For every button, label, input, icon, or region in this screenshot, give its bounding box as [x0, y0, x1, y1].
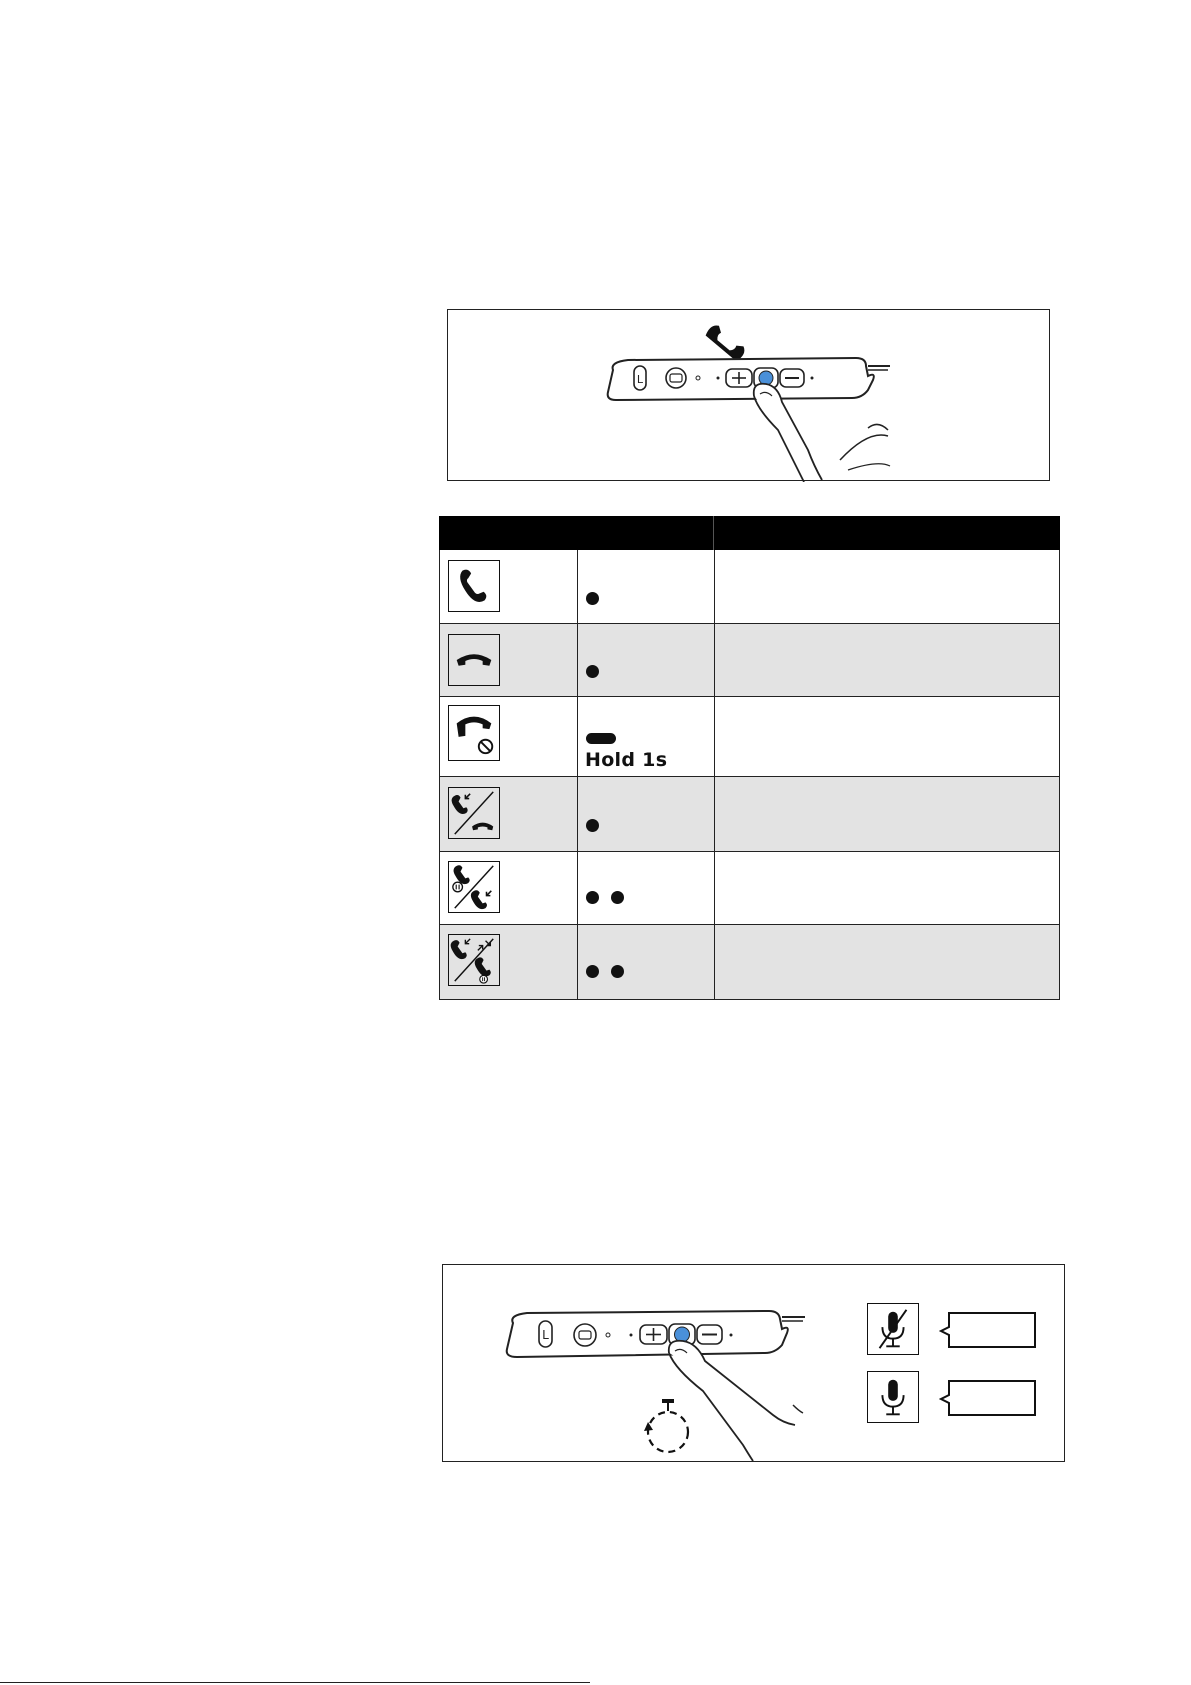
table-row: [439, 550, 1060, 624]
headset-controller-press-center-icon: [448, 310, 1051, 482]
mic-muted-icon: [867, 1303, 919, 1355]
double-press-icon: [611, 965, 624, 978]
svg-text:L: L: [542, 1328, 549, 1342]
table-row: [439, 925, 1060, 1000]
double-press-icon: [611, 891, 624, 904]
unmute-speech-bubble: [939, 1379, 1037, 1417]
table-header: [439, 516, 1060, 550]
svg-text:L: L: [636, 373, 644, 386]
accept-second-end-first-icon: [448, 787, 500, 839]
long-press-icon: [586, 733, 616, 744]
single-press-icon: [586, 819, 599, 832]
answer-call-icon: [448, 560, 500, 612]
toggle-calls-icon: [448, 934, 500, 986]
hold-first-accept-second-icon: [448, 861, 500, 913]
handset-icon: [705, 322, 748, 362]
single-press-icon: [586, 665, 599, 678]
reject-call-icon: [448, 705, 500, 761]
hold-duration-label: Hold 1s: [585, 749, 668, 771]
mic-on-icon: [867, 1371, 919, 1423]
mute-speech-bubble: [939, 1311, 1037, 1349]
timer-icon: [644, 1399, 688, 1452]
single-press-icon: [586, 592, 599, 605]
illustration-mute-microphone: [442, 1264, 1065, 1462]
table-row: [439, 852, 1060, 925]
headset-controller-press-center-icon: [443, 1265, 863, 1461]
double-press-icon: [586, 891, 599, 904]
table-row: [439, 624, 1060, 697]
end-call-icon: [448, 634, 500, 686]
double-press-icon: [586, 965, 599, 978]
table-row: [439, 697, 1060, 777]
footer-rule: [0, 1682, 590, 1683]
table-row: [439, 777, 1060, 852]
call-functions-table: [439, 516, 1060, 1000]
illustration-answer-call: [447, 309, 1050, 481]
